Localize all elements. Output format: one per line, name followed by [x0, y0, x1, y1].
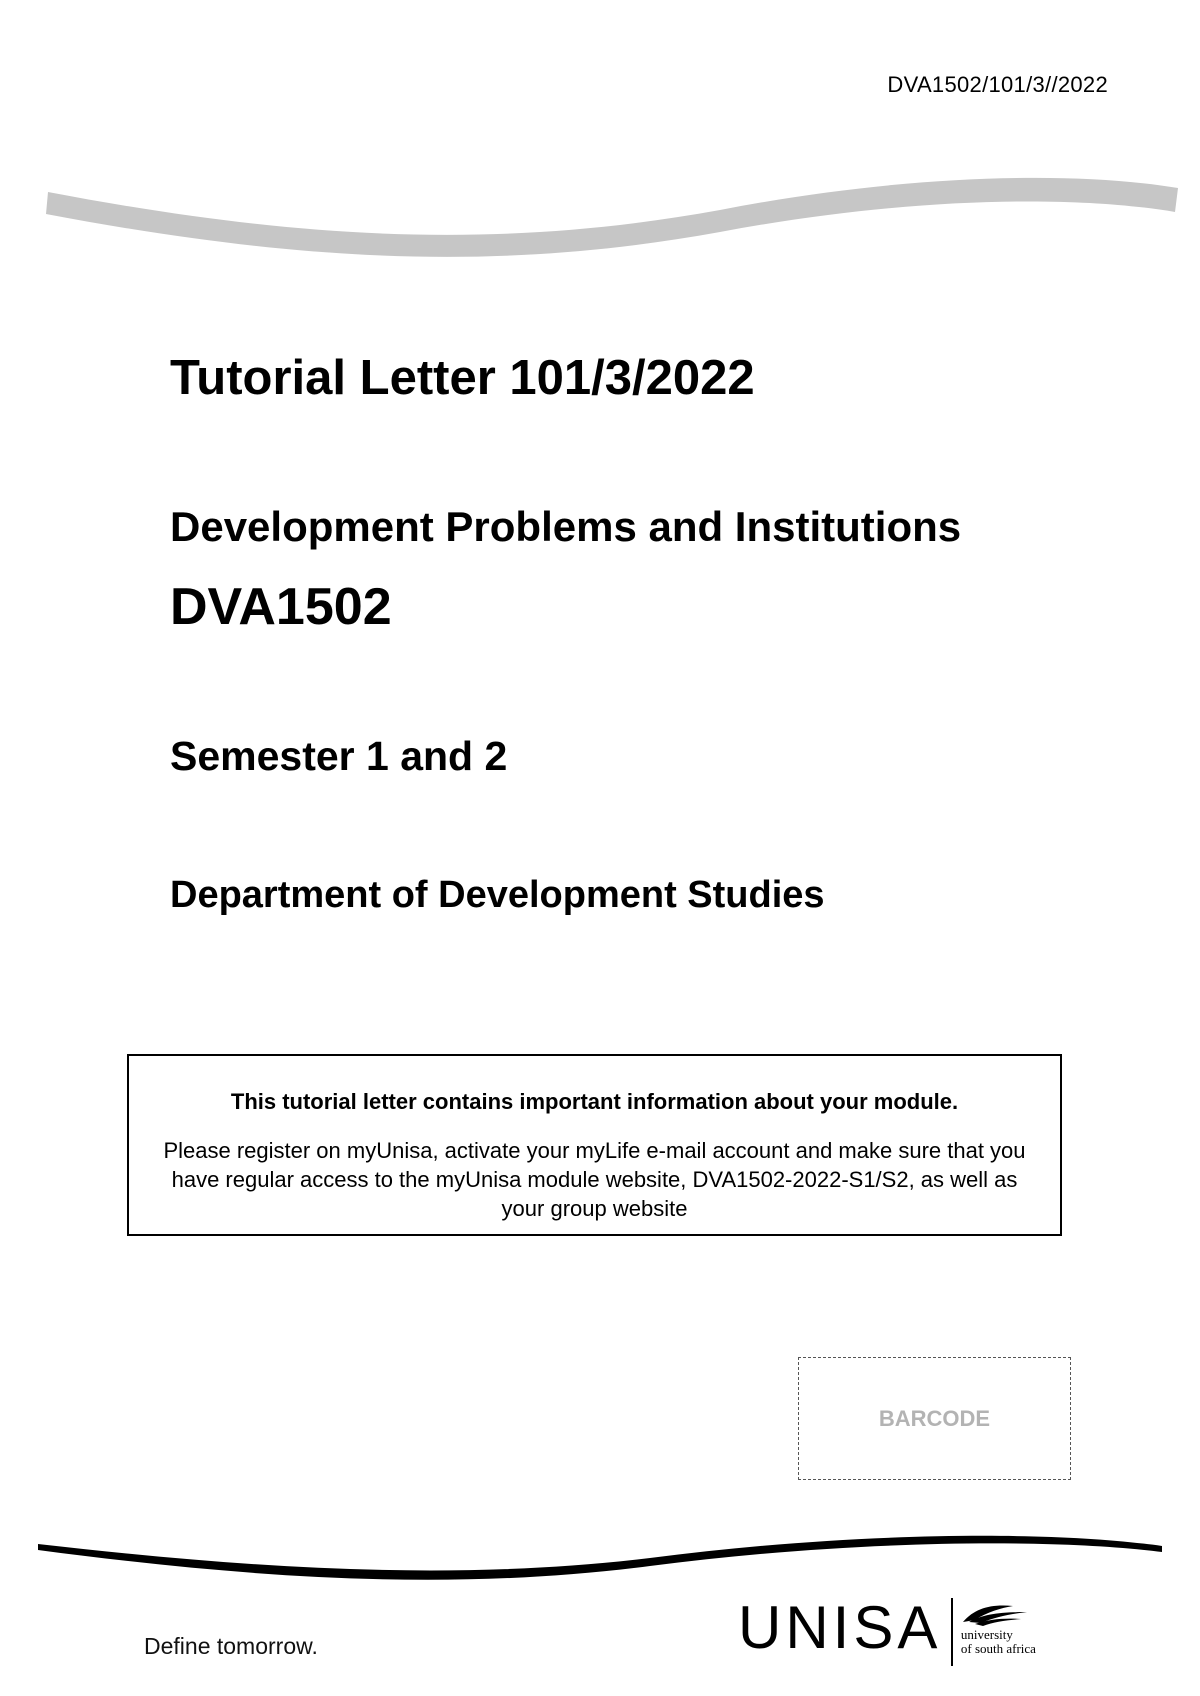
unisa-logo: [738, 1594, 1036, 1666]
logo-subtext-line2: of south africa: [960, 1641, 1036, 1656]
semester-label: Semester 1 and 2: [170, 733, 508, 779]
logo-subtext-line1: university: [960, 1627, 1013, 1642]
barcode-placeholder: [798, 1357, 1071, 1480]
module-name: Development Problems and Institutions: [170, 503, 962, 550]
module-code: DVA1502: [170, 578, 392, 636]
unisa-bird-icon: [961, 1602, 1029, 1628]
logo-divider: [951, 1598, 953, 1666]
top-swoosh-decoration: [0, 140, 1200, 260]
document-code: DVA1502/101/3//2022: [887, 72, 1108, 97]
tagline: Define tomorrow.: [144, 1633, 318, 1659]
tutorial-letter-title: Tutorial Letter 101/3/2022: [170, 351, 755, 405]
barcode-label: BARCODE: [878, 1405, 991, 1431]
department-label: Department of Development Studies: [170, 874, 825, 916]
info-box-body: Please register on myUnisa, activate your myLife e-mail account and make sure that you have regular access to the myUnisa module website, DVA1502-2022-S1/S2, as well as your group website: [163, 1138, 1026, 1221]
logo-wordmark: UNISA: [738, 1594, 942, 1661]
important-info-box: [127, 1054, 1062, 1236]
logo-right-block: [961, 1598, 1036, 1656]
info-box-heading: This tutorial letter contains important information about your module.: [230, 1089, 959, 1114]
bottom-swoosh-decoration: [0, 1500, 1200, 1600]
